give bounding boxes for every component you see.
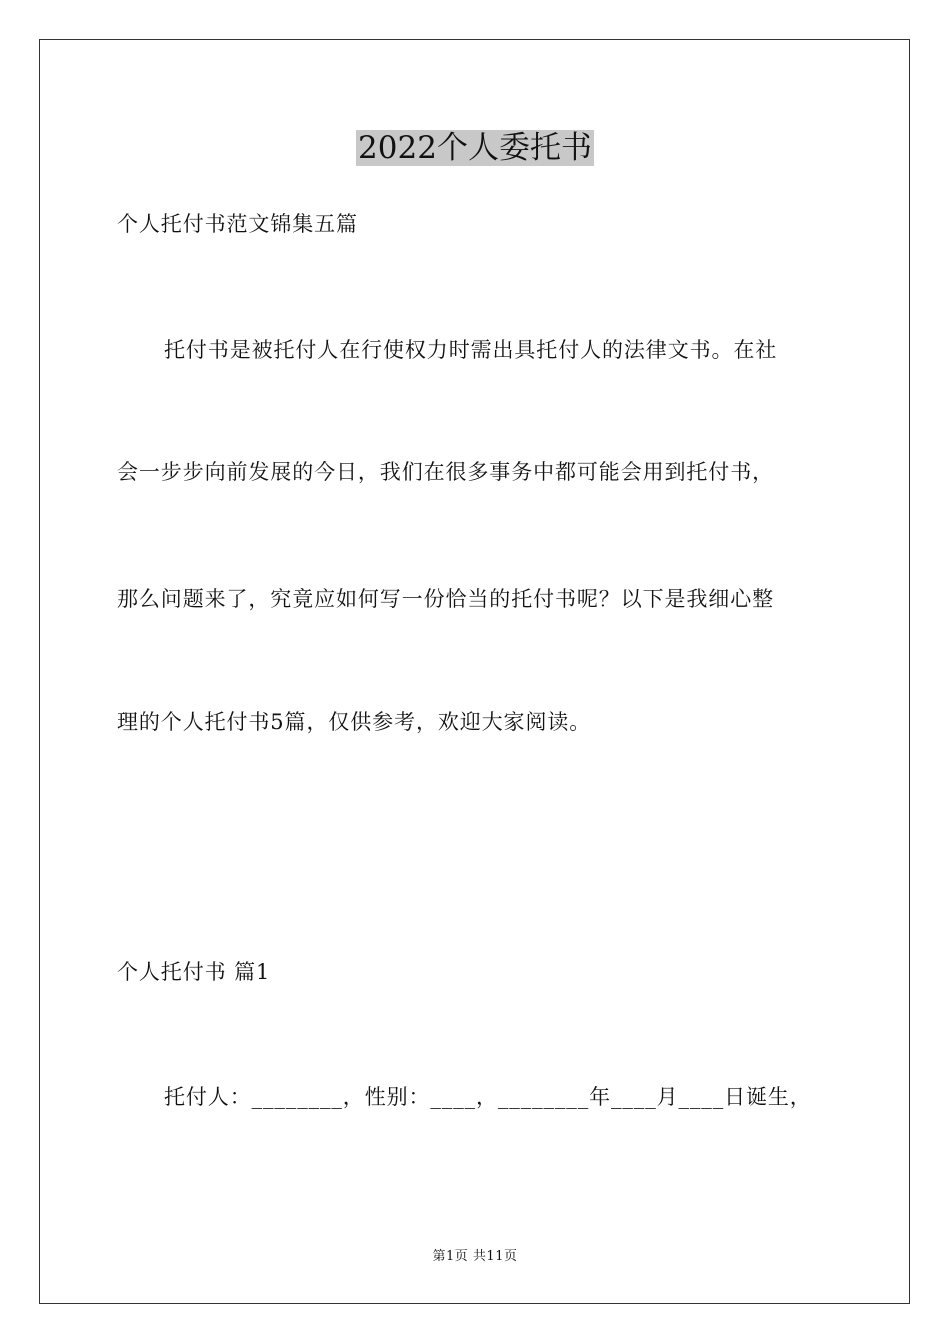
document-title-text: 2022个人委托书 [358, 130, 592, 166]
paragraph-line-4: 理的个人托付书5篇，仅供参考，欢迎大家阅读。 [117, 710, 592, 734]
paragraph-line-2: 会一步步向前发展的今日，我们在很多事务中都可能会用到托付书， [117, 460, 774, 484]
paragraph-line-1: 托付书是被托付人在行使权力时需出具托付人的法律文书。在社 [164, 338, 778, 362]
document-subtitle: 个人托付书范文锦集五篇 [117, 212, 358, 236]
section-heading: 个人托付书 篇1 [117, 960, 271, 984]
page-footer: 第1页 共11页 [432, 1249, 518, 1264]
document-title [0, 126, 950, 170]
paragraph-line-3: 那么问题来了，究竟应如何写一份恰当的托付书呢？以下是我细心整 [117, 587, 774, 611]
form-line-principal: 托付人：________，性别：____，________年____月____日诞生， [164, 1085, 812, 1109]
